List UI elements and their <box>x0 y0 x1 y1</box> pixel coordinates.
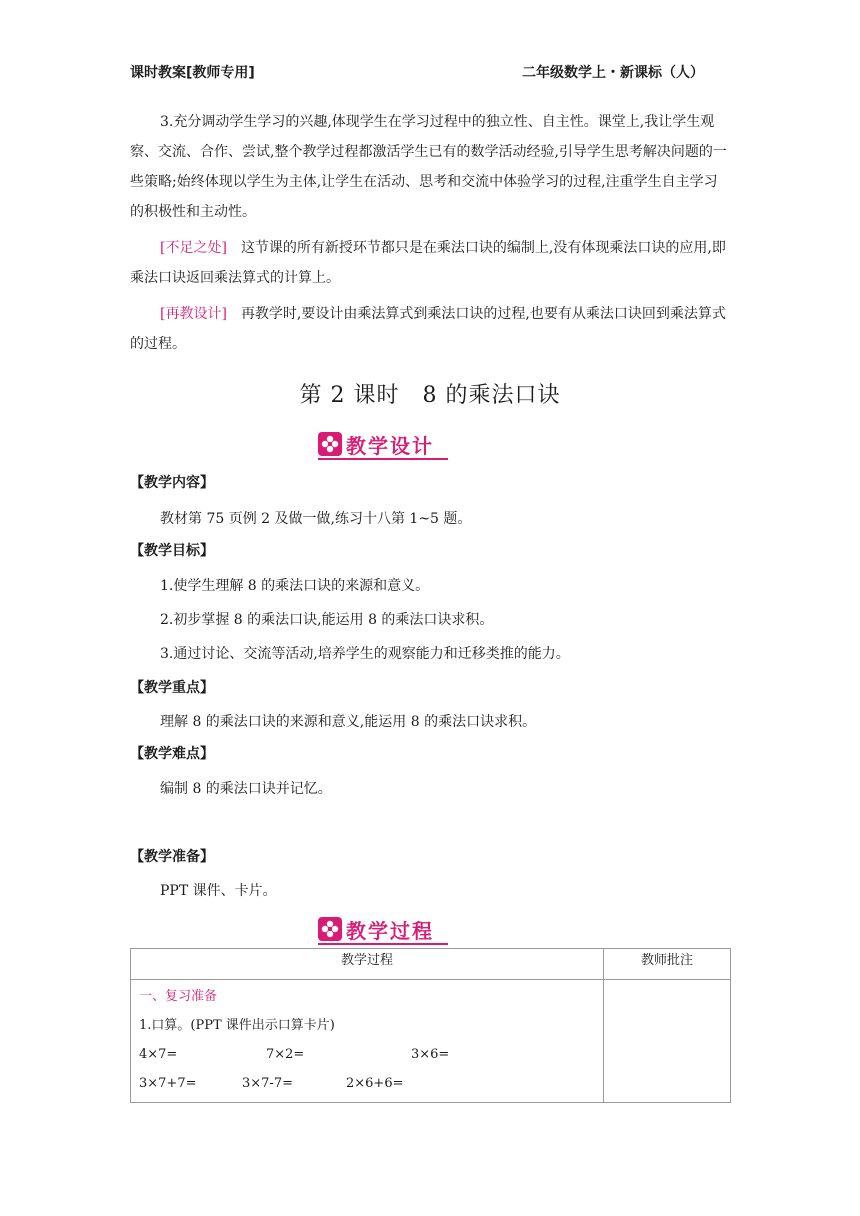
banner-design <box>318 430 448 460</box>
notes-cell <box>604 980 731 1103</box>
expression: 2×6+6= <box>346 1076 404 1091</box>
shortcoming-text: 这节课的所有新授环节都只是在乘法口诀的编制上,没有体现乘法口诀的应用,即乘法口诀返回乘法算式的计算上。 <box>130 240 726 286</box>
flower-icon <box>318 917 342 941</box>
heading-content: 【教学内容】 <box>130 475 214 491</box>
key-text: 理解 8 的乘法口诀的来源和意义,能运用 8 的乘法口诀求积。 <box>160 714 537 730</box>
heading-difficult: 【教学难点】 <box>130 746 214 762</box>
heading-prep: 【教学准备】 <box>130 849 214 865</box>
step-item: 1.口算。(PPT 课件出示口算卡片) <box>139 1018 335 1033</box>
step-title: 一、复习准备 <box>139 989 218 1004</box>
reflection-point-3: 3.充分调动学生学习的兴趣,体现学生在学习过程中的独立性、自主性。课堂上,我让学生观察、交流、合作、尝试,整个教学过程都激活学生已有的数学活动经验,引导学生思考解决问题的一些策略;始终体现以学生为主体,让学生在活动、思考和交流中体验学习的过程,注重学生自主学习的积极性和主动性。 <box>130 114 727 220</box>
redesign-tag: [再教设计] <box>160 306 227 322</box>
redesign-paragraph <box>130 299 730 359</box>
banner-underline <box>318 458 448 460</box>
reflection-block <box>130 107 730 359</box>
shortcoming-tag: [不足之处] <box>160 240 227 256</box>
table-header-row <box>131 949 731 980</box>
banner-design-text: 教学设计 <box>346 434 434 458</box>
banner-process-text: 教学过程 <box>346 919 434 943</box>
redesign-text: 再教学时,要设计由乘法算式到乘法口诀的过程,也要有从乘法口诀回到乘法算式的过程。 <box>130 306 726 352</box>
flower-icon <box>318 432 342 456</box>
header-right: 二年级数学上・新课标（人） <box>522 65 704 81</box>
content-text: 教材第 75 页例 2 及做一做,练习十八第 1~5 题。 <box>160 511 472 527</box>
expression: 3×7+7= <box>139 1076 197 1091</box>
expression: 3×6= <box>411 1047 450 1062</box>
goal-item: 2.初步掌握 8 的乘法口诀,能运用 8 的乘法口诀求积。 <box>160 612 494 628</box>
heading-key: 【教学重点】 <box>130 680 214 696</box>
goal-item: 1.使学生理解 8 的乘法口诀的来源和意义。 <box>160 578 430 594</box>
table-header-notes: 教师批注 <box>604 949 731 980</box>
table-row <box>131 980 731 1103</box>
shortcoming-paragraph <box>130 233 730 293</box>
banner-underline <box>318 943 448 945</box>
process-cell <box>131 980 604 1103</box>
expression: 3×7-7= <box>242 1076 293 1091</box>
expr-row-2 <box>139 1069 595 1098</box>
process-table <box>130 948 731 1103</box>
expr-row-1 <box>139 1040 595 1069</box>
lesson-title: 第 2 课时 8 的乘法口诀 <box>299 383 561 408</box>
expression: 7×2= <box>266 1047 305 1062</box>
goal-item: 3.通过讨论、交流等活动,培养学生的观察能力和迁移类推的能力。 <box>160 646 570 662</box>
expression: 4×7= <box>139 1047 178 1062</box>
prep-text: PPT 课件、卡片。 <box>160 883 277 899</box>
difficult-text: 编制 8 的乘法口诀并记忆。 <box>160 781 332 797</box>
header-left: 课时教案[教师专用] <box>130 65 255 81</box>
banner-process <box>318 915 448 945</box>
heading-goals: 【教学目标】 <box>130 543 214 559</box>
table-header-process: 教学过程 <box>131 949 604 980</box>
